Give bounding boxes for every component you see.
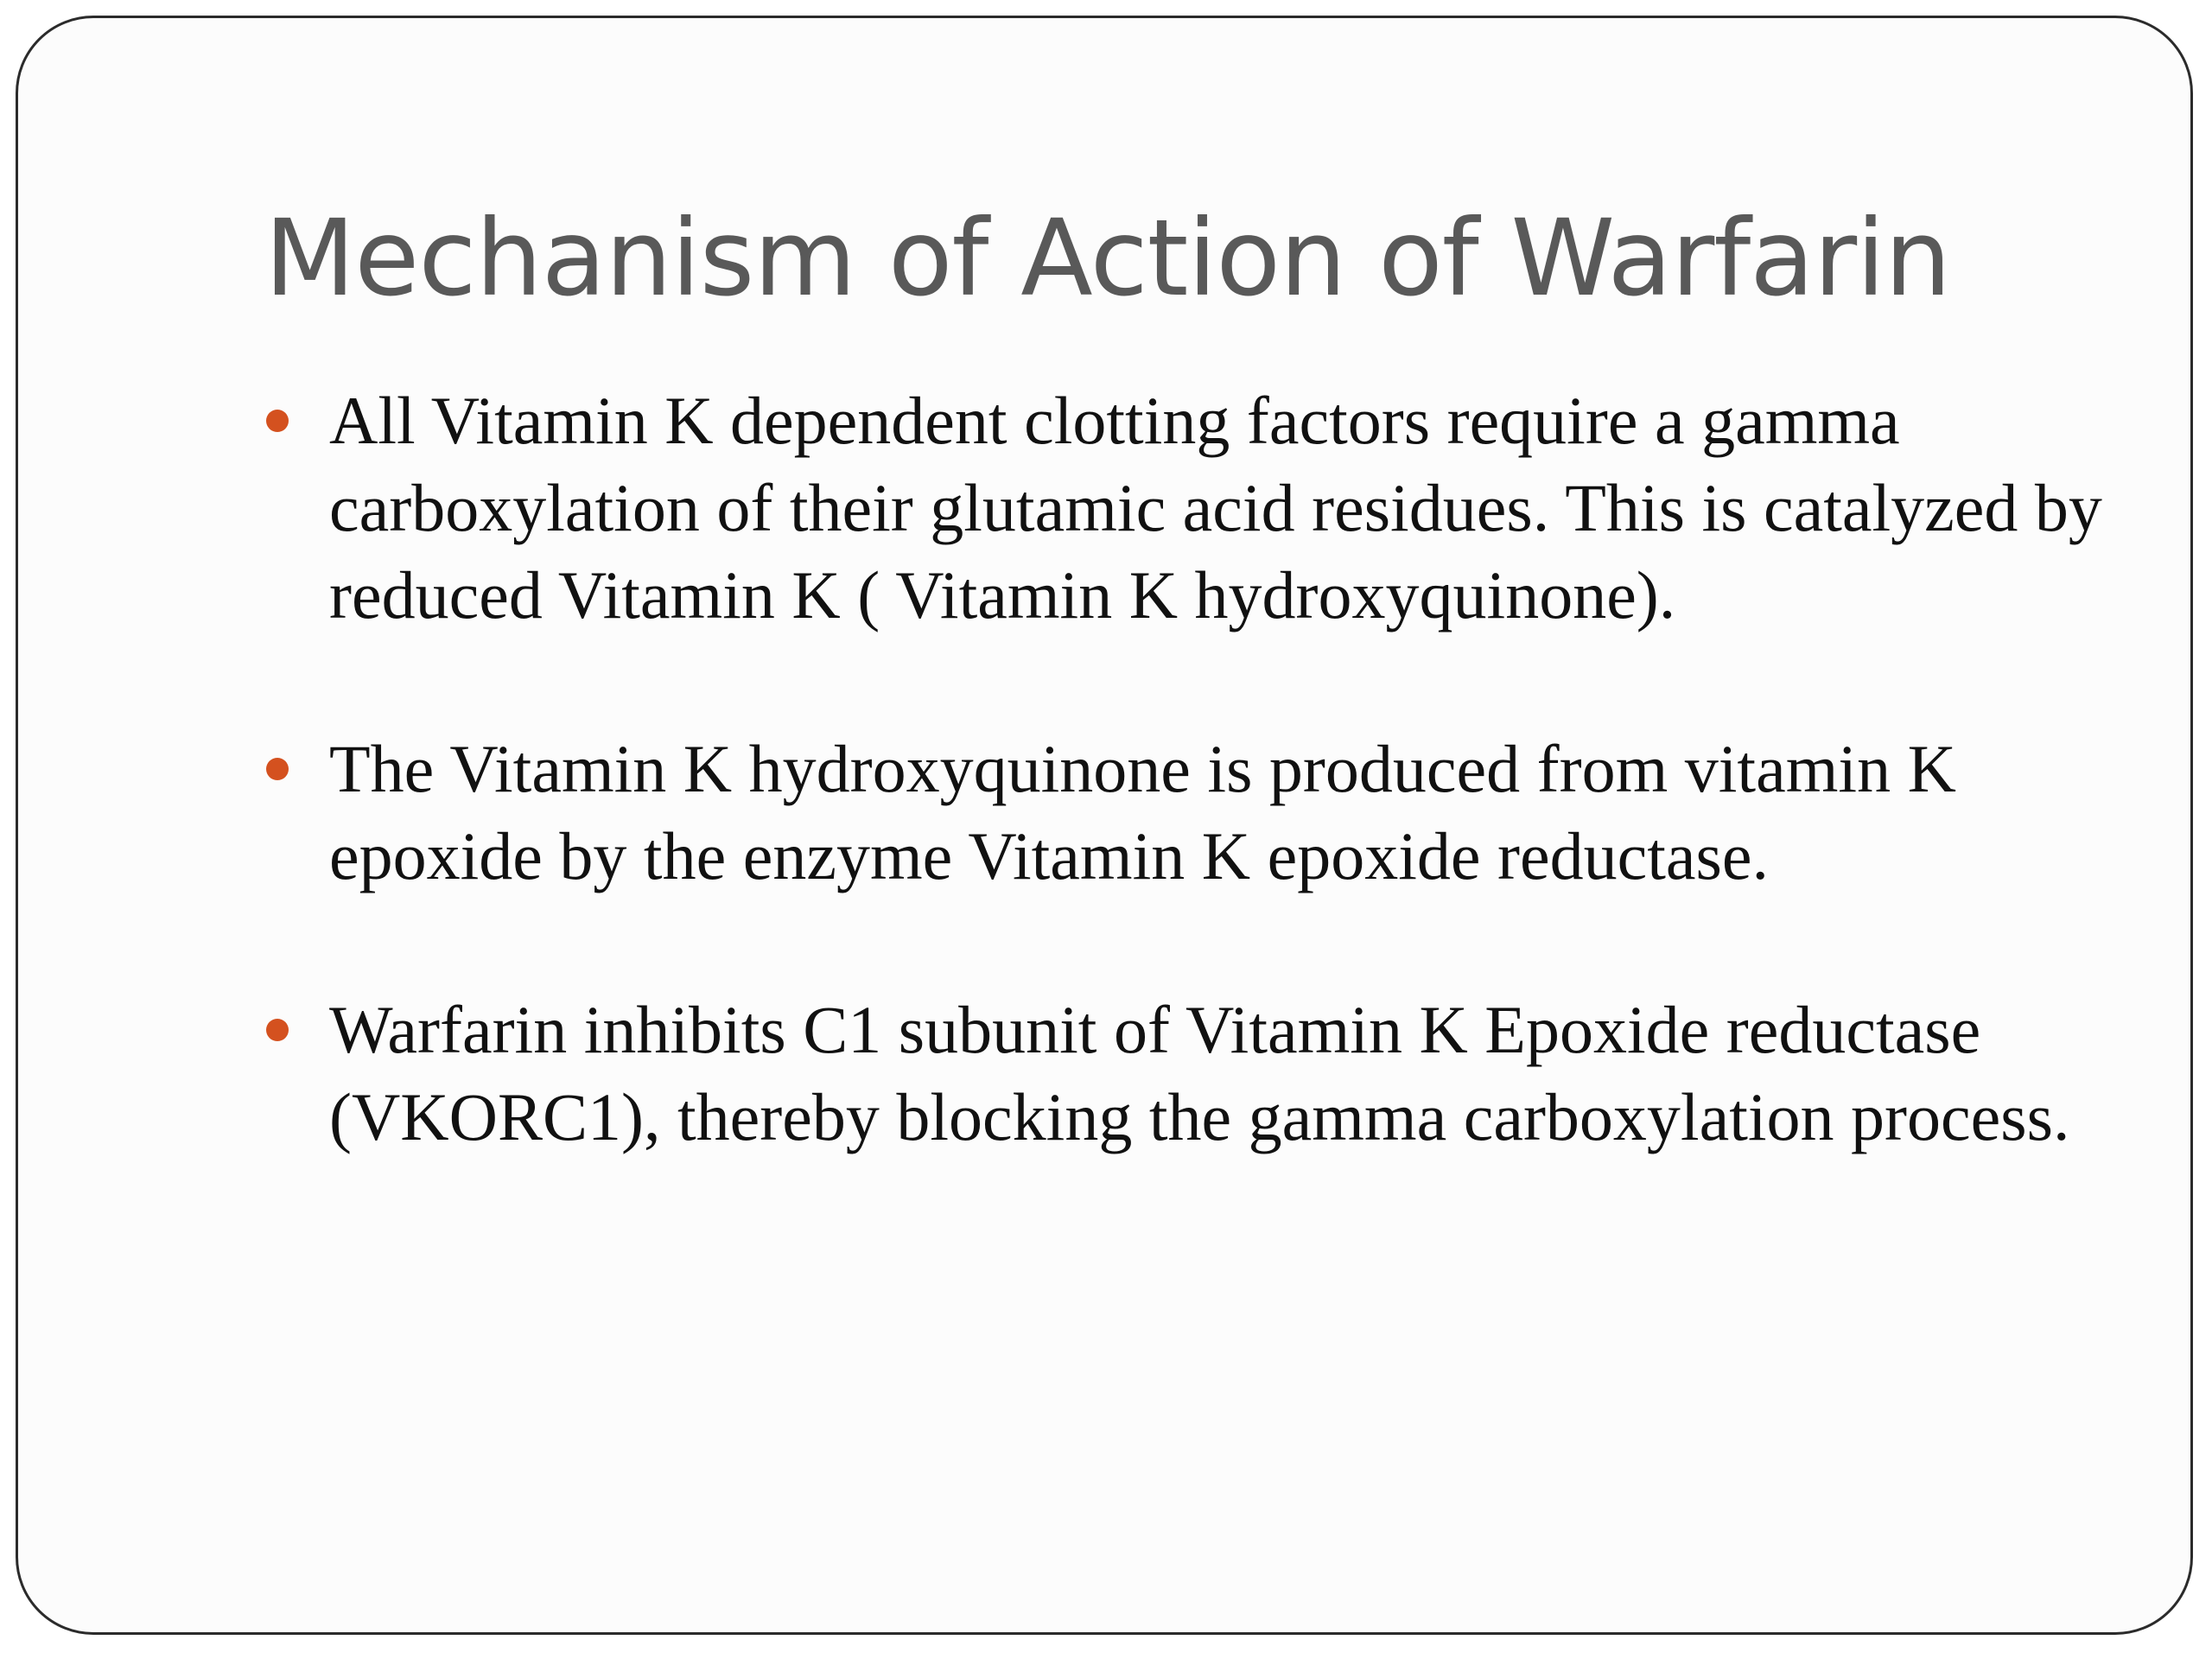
bullet-text: All Vitamin K dependent clotting factors require a gamma carboxylation of their glutamic acid residues. This is catalyzed by reduced Vitamin K ( Vitamin K hydroxyquinone). xyxy=(329,383,2102,632)
bullet-list xyxy=(264,377,2122,1247)
list-item xyxy=(264,725,2122,899)
list-item xyxy=(264,986,2122,1160)
bullet-dot-icon xyxy=(266,410,289,432)
slide-title: Mechanism of Action of Warfarin xyxy=(264,197,1951,320)
bullet-dot-icon xyxy=(266,1019,289,1041)
bullet-text: Warfarin inhibits C1 subunit of Vitamin K Epoxide reductase (VKORC1), thereby blocking the gamma carboxylation process. xyxy=(329,992,2070,1154)
bullet-dot-icon xyxy=(266,758,289,780)
slide-frame xyxy=(16,16,2193,1635)
list-item xyxy=(264,377,2122,639)
bullet-text: The Vitamin K hydroxyquinone is produced from vitamin K epoxide by the enzyme Vitamin K epoxide reductase. xyxy=(329,731,1956,893)
